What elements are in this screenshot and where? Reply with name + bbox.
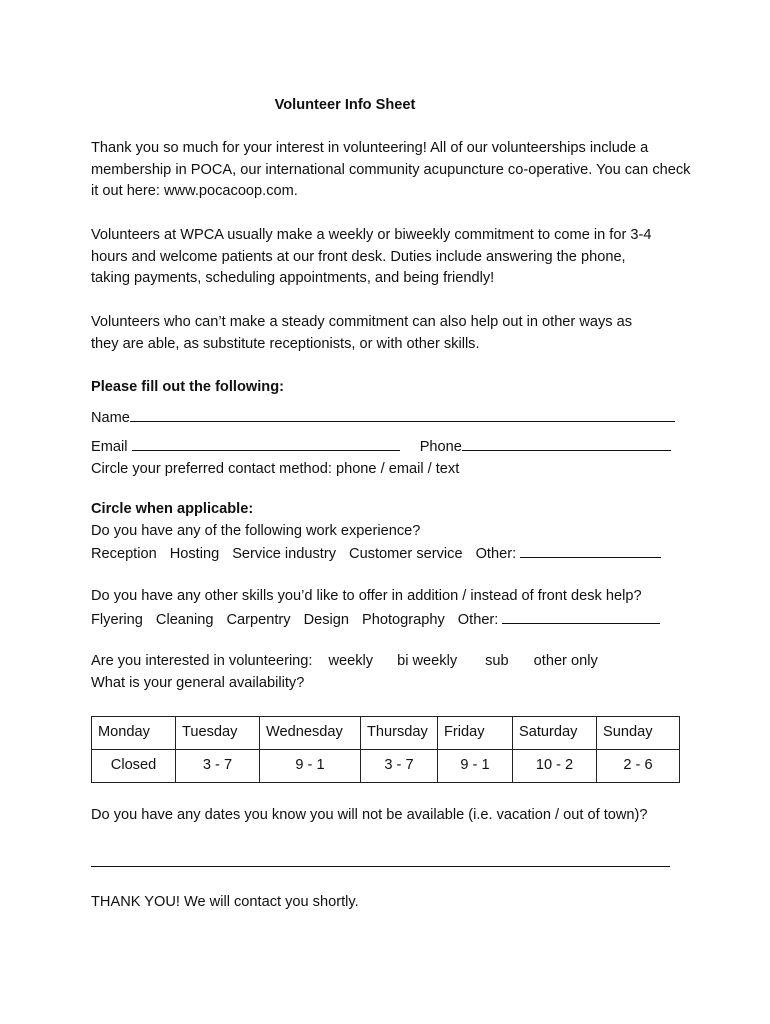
phone-label: Phone — [419, 439, 462, 456]
option-biweekly[interactable]: bi weekly — [397, 653, 458, 669]
hours-saturday: 10 - 2 — [513, 750, 597, 783]
phone-field[interactable] — [462, 435, 671, 451]
closing-text: THANK YOU! We will contact you shortly. — [91, 894, 359, 910]
hours-wednesday: 9 - 1 — [260, 750, 361, 783]
option-service-industry[interactable]: Service industry — [232, 546, 337, 563]
dates-answer-line[interactable] — [91, 866, 670, 867]
other-help-line: they are able, as substitute receptionists, or with other skills. — [91, 335, 480, 352]
day-wednesday: Wednesday — [260, 717, 361, 750]
closing — [91, 892, 731, 914]
option-photography[interactable]: Photography — [362, 611, 445, 628]
option-cleaning[interactable]: Cleaning — [155, 611, 214, 628]
commitment-line: Volunteers at WPCA usually make a weekly or biweekly commitment to come in for 3-4 — [91, 227, 652, 243]
hours-friday: 9 - 1 — [438, 750, 513, 783]
email-label: Email — [91, 439, 128, 456]
experience-options — [91, 542, 731, 566]
option-design[interactable]: Design — [303, 611, 350, 628]
form-heading: Please fill out the following: — [91, 379, 284, 395]
name-row — [91, 406, 731, 430]
applicable-section — [91, 499, 731, 566]
intro-line: it out here: www.pocacoop.com. — [91, 183, 298, 200]
contact-method-prompt[interactable]: Circle your preferred contact method: phone / email / text — [91, 460, 460, 477]
commitment-line: taking payments, scheduling appointments, and being friendly! — [91, 270, 495, 287]
availability-table — [91, 716, 680, 783]
skills-section — [91, 586, 731, 631]
experience-other-field[interactable] — [520, 542, 661, 558]
commitment-line: hours and welcome patients at our front desk. Duties include answering the phone, — [91, 248, 626, 265]
day-friday: Friday — [438, 717, 513, 750]
day-monday: Monday — [92, 717, 176, 750]
day-thursday: Thursday — [361, 717, 438, 750]
option-customer-service[interactable]: Customer service — [349, 546, 463, 563]
intro-line: membership in POCA, our international community acupuncture co-operative. You can check — [91, 161, 691, 178]
dates-question-text: Do you have any dates you know you will not be available (i.e. vacation / out of town)? — [91, 807, 648, 823]
option-other-only[interactable]: other only — [533, 653, 598, 669]
hours-sunday: 2 - 6 — [597, 750, 680, 783]
hours-tuesday: 3 - 7 — [176, 750, 260, 783]
dates-question — [91, 805, 731, 827]
interest-label: Are you interested in volunteering: — [91, 653, 313, 669]
intro-line: Thank you so much for your interest in volunteering! All of our volunteerships include a — [91, 140, 649, 156]
other-help-line: Volunteers who can’t make a steady commitment can also help out in other ways as — [91, 314, 633, 330]
experience-question: Do you have any of the following work experience? — [91, 522, 421, 539]
option-weekly[interactable]: weekly — [328, 653, 374, 669]
option-reception[interactable]: Reception — [91, 546, 157, 563]
option-experience-other[interactable]: Other: — [475, 546, 517, 563]
other-help-paragraph — [91, 312, 731, 355]
email-field[interactable] — [132, 435, 400, 451]
email-phone-row — [91, 435, 731, 459]
day-saturday: Saturday — [513, 717, 597, 750]
applicable-heading: Circle when applicable: — [91, 501, 254, 517]
hours-thursday: 3 - 7 — [361, 750, 438, 783]
option-hosting[interactable]: Hosting — [169, 546, 220, 563]
skills-other-field[interactable] — [502, 608, 660, 624]
hours-monday: Closed — [92, 750, 176, 783]
name-field[interactable] — [130, 406, 675, 422]
day-tuesday: Tuesday — [176, 717, 260, 750]
name-label: Name — [91, 409, 130, 426]
skills-options — [91, 608, 731, 632]
form-section — [91, 377, 731, 480]
option-sub[interactable]: sub — [485, 653, 509, 669]
availability-hours-row — [92, 750, 680, 783]
page-title: Volunteer Info Sheet — [274, 97, 416, 113]
interest-section — [91, 651, 731, 694]
skills-question: Do you have any other skills you’d like to offer in addition / instead of front desk help? — [91, 588, 642, 604]
intro-paragraph — [91, 138, 731, 203]
availability-question: What is your general availability? — [91, 674, 305, 691]
commitment-paragraph — [91, 225, 731, 290]
availability-days-row — [92, 717, 680, 750]
interest-row — [91, 651, 731, 673]
option-flyering[interactable]: Flyering — [91, 611, 143, 628]
option-carpentry[interactable]: Carpentry — [226, 611, 291, 628]
day-sunday: Sunday — [597, 717, 680, 750]
option-skills-other[interactable]: Other: — [457, 611, 499, 628]
